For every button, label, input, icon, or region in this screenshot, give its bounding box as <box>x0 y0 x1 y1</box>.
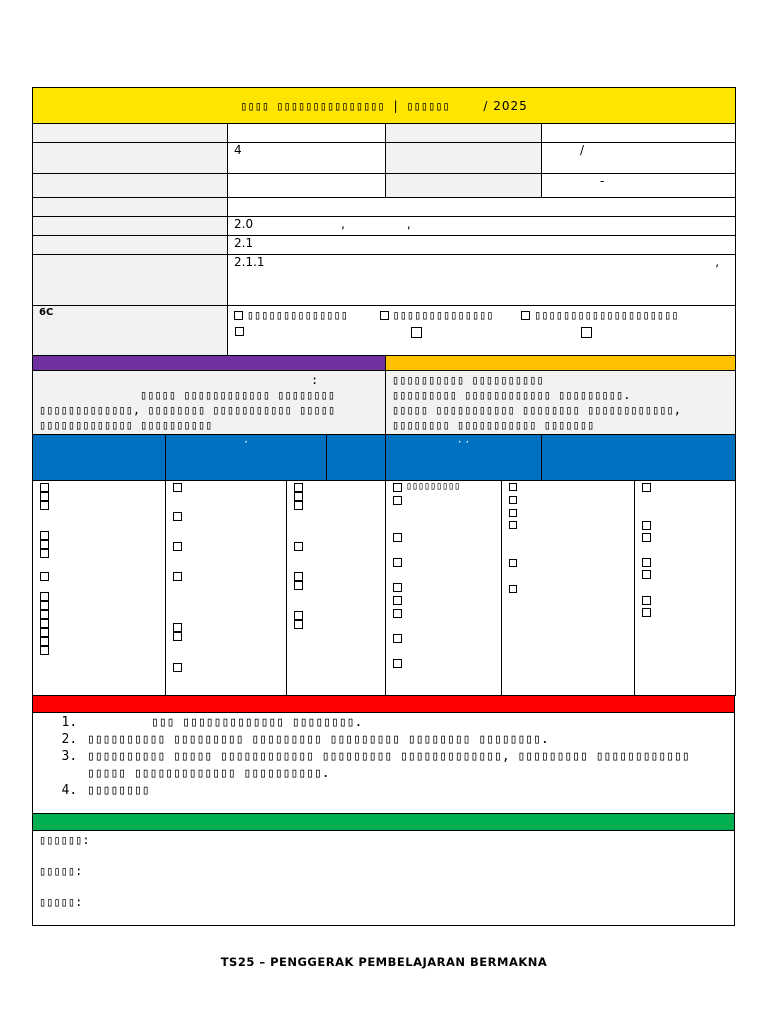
learning-objectives-cell <box>33 371 386 435</box>
lo-line-3: ▯▯▯▯▯▯▯▯▯▯▯▯▯ ▯▯▯▯▯▯▯▯▯▯ <box>39 418 213 432</box>
sixc-option-2: ▯▯▯▯▯▯▯▯▯▯▯▯▯▯ <box>392 308 494 322</box>
objective-value[interactable] <box>228 255 736 306</box>
info-label-1b <box>386 124 542 143</box>
grid-c4-box-8[interactable] <box>393 634 402 643</box>
criteria-header-orange <box>386 356 736 371</box>
grid-c4-box-7[interactable] <box>393 609 402 618</box>
info-value-3a[interactable] <box>228 174 386 198</box>
grid-c1-box-13[interactable] <box>40 637 49 646</box>
grid-c1-box-11[interactable] <box>40 619 49 628</box>
grid-c6-box-4[interactable] <box>642 558 651 567</box>
sixc-checkbox-4[interactable] <box>235 327 244 336</box>
reflection-line-2: ▯▯▯▯▯: <box>39 864 83 878</box>
grid-c1-box-12[interactable] <box>40 628 49 637</box>
objective-label <box>33 255 228 306</box>
sc-line-3: ▯▯▯▯▯ ▯▯▯▯▯▯▯▯▯▯▯ ▯▯▯▯▯▯▯▯ ▯▯▯▯▯▯▯▯▯▯▯▯, <box>392 403 681 417</box>
reflection-line-3: ▯▯▯▯▯: <box>39 895 83 909</box>
sixc-checkbox-5[interactable] <box>411 327 422 338</box>
grid-c4-box-6[interactable] <box>393 596 402 605</box>
grid-c1-box-2[interactable] <box>40 492 49 501</box>
grid-c5-box-2[interactable] <box>509 496 517 504</box>
sixc-checkbox-2[interactable] <box>380 311 389 320</box>
grid-c1-box-7[interactable] <box>40 572 49 581</box>
time-separator: - <box>600 174 605 188</box>
content-label <box>33 236 228 255</box>
grid-c2-box-2[interactable] <box>173 512 182 521</box>
grid-c2-box-7[interactable] <box>173 663 182 672</box>
grid-c4-box-1[interactable] <box>393 483 402 492</box>
content-code: 2.1 <box>234 236 254 250</box>
step-item: 4. ▯▯▯▯▯▯▯▯ <box>85 782 734 799</box>
grid-c5-box-1[interactable] <box>509 483 517 491</box>
activity-header-2-text: · <box>244 435 248 449</box>
grid-c1-box-14[interactable] <box>40 646 49 655</box>
activity-grid <box>32 480 736 696</box>
grid-c3-box-8[interactable] <box>294 620 303 629</box>
grid-c5-box-6[interactable] <box>509 585 517 593</box>
topic-value[interactable] <box>228 198 736 217</box>
step-item: 1. ▯▯▯ ▯▯▯▯▯▯▯▯▯▯▯▯▯ ▯▯▯▯▯▯▯▯. <box>85 714 734 731</box>
grid-c4-label: ▯▯▯▯▯▯▯▯▯ <box>406 481 461 492</box>
sixc-checkbox-1[interactable] <box>234 311 243 320</box>
grid-c1-box-3[interactable] <box>40 501 49 510</box>
grid-c1-box-5[interactable] <box>40 540 49 549</box>
grid-c3-box-4[interactable] <box>294 542 303 551</box>
grid-c1-box-8[interactable] <box>40 592 49 601</box>
grid-c1-box-6[interactable] <box>40 549 49 558</box>
document-year: / 2025 <box>483 98 528 113</box>
grid-c2-box-4[interactable] <box>173 572 182 581</box>
success-criteria-cell <box>386 371 736 435</box>
step-item: 3. ▯▯▯▯▯▯▯▯▯▯ ▯▯▯▯▯ ▯▯▯▯▯▯▯▯▯▯▯▯ ▯▯▯▯▯▯▯▯▯ ▯▯▯▯▯▯▯▯▯▯▯▯▯, ▯▯▯▯▯▯▯▯▯ ▯▯▯▯▯▯▯▯▯▯▯▯ ▯▯▯▯▯ ▯▯▯▯▯▯▯▯▯▯▯▯▯ ▯▯▯▯▯▯▯▯▯▯. <box>85 748 734 782</box>
objectives-header-purple <box>33 356 386 371</box>
steps-table <box>32 695 735 926</box>
objective-sep: , <box>715 255 720 269</box>
grid-c4-box-3[interactable] <box>393 533 402 542</box>
sixc-row-2 <box>234 324 729 340</box>
activity-header-5 <box>542 435 736 481</box>
standard-sep-1: , <box>341 217 345 231</box>
grid-c3-box-2[interactable] <box>294 492 303 501</box>
standard-code: 2.0 <box>234 217 254 231</box>
info-label-2a <box>33 143 228 174</box>
info-value-1a[interactable] <box>228 124 386 143</box>
activity-header-4-text: · · <box>457 435 470 449</box>
reflection-header-green <box>33 814 735 831</box>
grid-c1-box-4[interactable] <box>40 531 49 540</box>
lo-line-2: ▯▯▯▯▯▯▯▯▯▯▯▯▯, ▯▯▯▯▯▯▯▯ ▯▯▯▯▯▯▯▯▯▯▯ ▯▯▯▯▯ <box>39 403 336 417</box>
info-value-2a[interactable] <box>228 143 386 174</box>
grid-c3-box-5[interactable] <box>294 572 303 581</box>
grid-c5-box-3[interactable] <box>509 509 517 517</box>
sc-line-4: ▯▯▯▯▯▯▯▯ ▯▯▯▯▯▯▯▯▯▯▯ ▯▯▯▯▯▯▯ <box>392 418 595 432</box>
sc-line-2: ▯▯▯▯▯▯▯▯▯ ▯▯▯▯▯▯▯▯▯▯▯▯ ▯▯▯▯▯▯▯▯▯. <box>392 388 631 402</box>
grid-c6-box-7[interactable] <box>642 608 651 617</box>
grid-c6-box-2[interactable] <box>642 521 651 530</box>
sixc-checkbox-6[interactable] <box>581 327 592 338</box>
info-value-2b[interactable] <box>542 143 736 174</box>
info-label-3b <box>386 174 542 198</box>
reflection-line-1: ▯▯▯▯▯▯: <box>39 833 90 847</box>
grid-c2-box-5[interactable] <box>173 623 182 632</box>
grid-c2-box-6[interactable] <box>173 632 182 641</box>
grid-c3-box-3[interactable] <box>294 501 303 510</box>
step-item: 2. ▯▯▯▯▯▯▯▯▯▯ ▯▯▯▯▯▯▯▯▯ ▯▯▯▯▯▯▯▯▯ ▯▯▯▯▯▯▯▯▯ ▯▯▯▯▯▯▯▯ ▯▯▯▯▯▯▯▯. <box>85 731 734 748</box>
standard-sep-2: , <box>406 217 411 231</box>
info-label-2b <box>386 143 542 174</box>
page-footer: TS25 – PENGGERAK PEMBELAJARAN BERMAKNA <box>220 955 548 969</box>
document-title: ▯▯▯▯ ▯▯▯▯▯▯▯▯▯▯▯▯▯▯▯ | ▯▯▯▯▯▯ <box>240 98 450 113</box>
lesson-plan-sheet <box>32 87 735 926</box>
grid-col-2 <box>166 481 287 696</box>
info-label-3a <box>33 174 228 198</box>
grid-c6-box-5[interactable] <box>642 570 651 579</box>
grid-c6-box-6[interactable] <box>642 596 651 605</box>
grid-c5-box-4[interactable] <box>509 521 517 529</box>
grid-col-3 <box>287 481 386 696</box>
grid-c1-box-10[interactable] <box>40 610 49 619</box>
document-title-cell <box>33 88 736 124</box>
grid-c2-box-3[interactable] <box>173 542 182 551</box>
steps-cell <box>33 713 735 814</box>
class-value: 4 <box>234 143 242 157</box>
grid-col-5 <box>502 481 635 696</box>
lo-line-1: ▯▯▯▯▯ ▯▯▯▯▯▯▯▯▯▯▯▯ ▯▯▯▯▯▯▯▯ <box>140 388 336 402</box>
reflection-cell <box>33 831 735 926</box>
sixc-option-3: ▯▯▯▯▯▯▯▯▯▯▯▯▯▯▯▯▯▯▯▯ <box>534 308 679 322</box>
sixc-row-1 <box>234 307 729 324</box>
sixc-checkbox-3[interactable] <box>521 311 530 320</box>
activity-header-2 <box>166 435 327 481</box>
grid-col-4 <box>386 481 502 696</box>
info-label-1a <box>33 124 228 143</box>
grid-c6-box-1[interactable] <box>642 483 651 492</box>
grid-c5-box-5[interactable] <box>509 559 517 567</box>
activity-header-3 <box>327 435 386 481</box>
grid-c4-box-9[interactable] <box>393 659 402 668</box>
grid-c2-box-1[interactable] <box>173 483 182 492</box>
date-separator: / <box>580 143 585 157</box>
grid-c1-box-9[interactable] <box>40 601 49 610</box>
activity-header-4 <box>386 435 542 481</box>
content-value[interactable] <box>228 236 736 255</box>
grid-c4-box-4[interactable] <box>393 558 402 567</box>
lesson-plan-table <box>32 87 736 481</box>
topic-label <box>33 198 228 217</box>
grid-c6-box-3[interactable] <box>642 533 651 542</box>
grid-c4-box-2[interactable] <box>393 496 402 505</box>
grid-c3-box-6[interactable] <box>294 581 303 590</box>
grid-c3-box-7[interactable] <box>294 611 303 620</box>
sixc-option-1: ▯▯▯▯▯▯▯▯▯▯▯▯▯▯ <box>246 308 348 322</box>
steps-header-red <box>33 696 735 713</box>
grid-c1-box-1[interactable] <box>40 483 49 492</box>
activity-header-1 <box>33 435 166 481</box>
grid-col-6 <box>635 481 736 696</box>
info-value-1b[interactable] <box>542 124 736 143</box>
grid-c3-box-1[interactable] <box>294 483 303 492</box>
info-value-3b[interactable] <box>542 174 736 198</box>
sixc-label: 6C <box>39 307 54 318</box>
standard-label <box>33 217 228 236</box>
grid-c4-box-5[interactable] <box>393 583 402 592</box>
grid-col-1 <box>33 481 166 696</box>
steps-list <box>33 714 734 799</box>
sixc-label-cell <box>33 306 228 356</box>
lo-colon: : <box>311 373 319 387</box>
objective-code: 2.1.1 <box>234 255 265 269</box>
standard-value[interactable] <box>228 217 736 236</box>
sixc-options <box>228 306 736 356</box>
sc-line-1: ▯▯▯▯▯▯▯▯▯▯ ▯▯▯▯▯▯▯▯▯▯ <box>392 373 544 387</box>
